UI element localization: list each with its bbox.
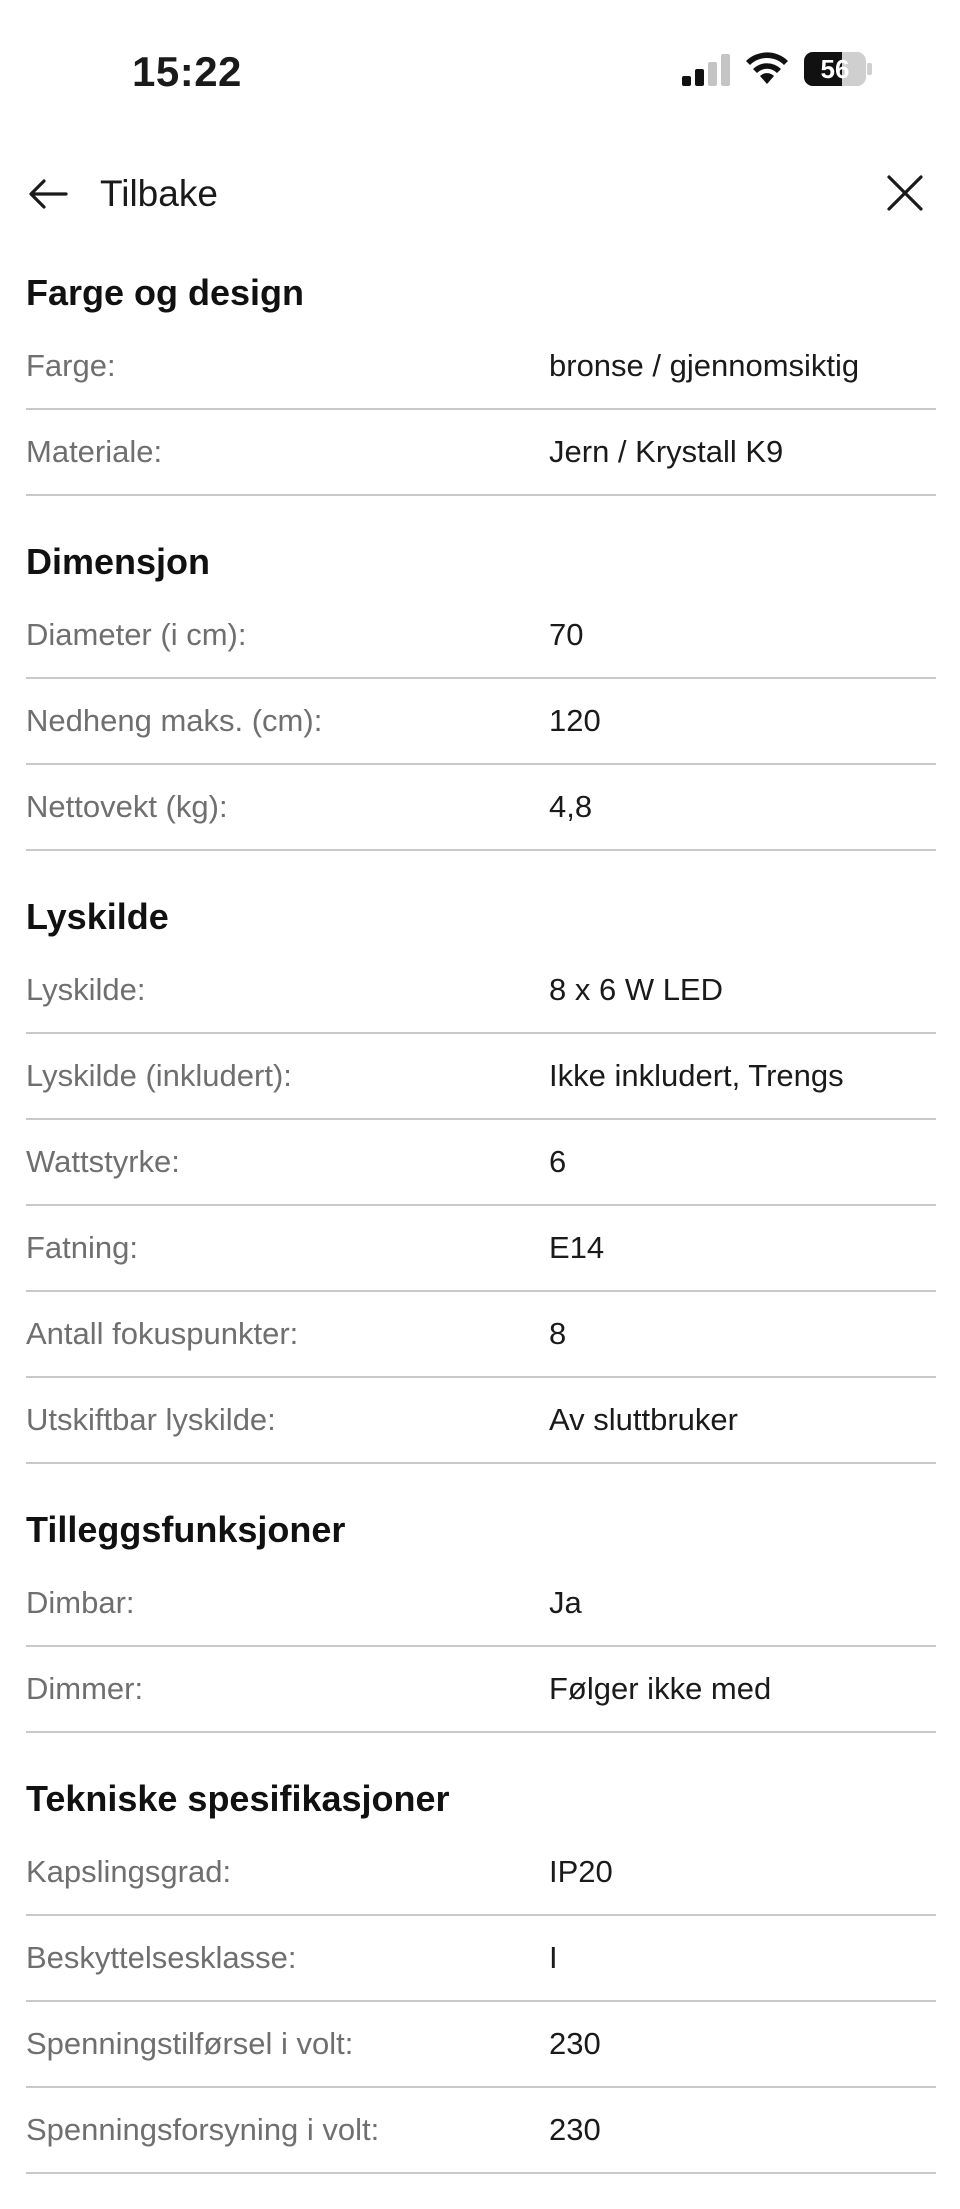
spec-row [26, 948, 936, 1034]
spec-value: E14 [549, 1230, 605, 1265]
spec-row [26, 410, 936, 496]
spec-row [26, 1120, 936, 1206]
spec-label: Materiale: [26, 434, 163, 469]
spec-value: Av sluttbruker [549, 1402, 738, 1437]
section-title: Lyskilde [26, 896, 169, 937]
spec-label: Diameter (i cm): [26, 617, 247, 652]
section-title: Dimensjon [26, 541, 211, 582]
spec-row [26, 1034, 936, 1120]
battery-icon [804, 52, 872, 86]
spec-value: 70 [549, 617, 584, 652]
spec-value: 6 [549, 1144, 567, 1179]
spec-label: Fatning: [26, 1230, 139, 1265]
spec-row [26, 324, 936, 410]
spec-value: IP20 [549, 1854, 613, 1889]
spec-value: Ja [549, 1585, 582, 1620]
spec-label: Nedheng maks. (cm): [26, 703, 323, 738]
spec-row [26, 765, 936, 851]
spec-label: Spenningstilførsel i volt: [26, 2026, 354, 2061]
spec-label: Spenningsforsyning i volt: [26, 2112, 380, 2147]
section-farge-og-design [26, 262, 936, 496]
cellular-signal-icon [682, 54, 730, 86]
section-tilleggsfunksjoner [26, 1499, 936, 1733]
spec-value: 4,8 [549, 789, 593, 824]
spec-row [26, 1647, 936, 1733]
section-title: Tilleggsfunksjoner [26, 1509, 346, 1550]
status-bar [0, 0, 960, 140]
status-time: 15:22 [132, 48, 242, 95]
section-title: Farge og design [26, 272, 305, 313]
section-tekniske-spesifikasjoner [26, 1768, 936, 2174]
section-dimensjon [26, 531, 936, 851]
battery-level: 56 [820, 54, 850, 84]
spec-value: bronse / gjennomsiktig [549, 348, 860, 383]
spec-value: Følger ikke med [549, 1671, 772, 1706]
spec-value: 8 [549, 1316, 567, 1351]
spec-row [26, 1830, 936, 1916]
spec-row [26, 1206, 936, 1292]
spec-label: Lyskilde: [26, 972, 146, 1007]
spec-row [26, 593, 936, 679]
back-button[interactable] [26, 170, 276, 218]
back-button-label: Tilbake [100, 173, 218, 214]
arrow-left-icon [26, 172, 70, 216]
spec-label: Kapslingsgrad: [26, 1854, 232, 1889]
spec-row [26, 1916, 936, 2002]
spec-value: Jern / Krystall K9 [549, 434, 784, 469]
spec-label: Dimbar: [26, 1585, 135, 1620]
spec-row [26, 1561, 936, 1647]
spec-label: Antall fokuspunkter: [26, 1316, 299, 1351]
spec-label: Wattstyrke: [26, 1144, 180, 1179]
spec-value: I [549, 1940, 558, 1975]
spec-value: 230 [549, 2112, 601, 2147]
nav-bar [0, 150, 960, 232]
spec-row [26, 679, 936, 765]
spec-label: Lyskilde (inkludert): [26, 1058, 292, 1093]
spec-row [26, 1378, 936, 1464]
spec-value: 8 x 6 W LED [549, 972, 723, 1007]
wifi-icon [744, 50, 790, 86]
spec-label: Dimmer: [26, 1671, 144, 1706]
spec-value: Ikke inkludert, Trengs [549, 1058, 844, 1093]
section-lyskilde [26, 886, 936, 1464]
spec-row [26, 2002, 936, 2088]
spec-value: 230 [549, 2026, 601, 2061]
close-icon[interactable] [880, 168, 930, 218]
spec-row [26, 1292, 936, 1378]
spec-label: Beskyttelsesklasse: [26, 1940, 297, 1975]
section-title: Tekniske spesifikasjoner [26, 1778, 450, 1819]
spec-row [26, 2088, 936, 2174]
spec-label: Utskiftbar lyskilde: [26, 1402, 276, 1437]
spec-label: Farge: [26, 348, 116, 383]
spec-value: 120 [549, 703, 601, 738]
spec-label: Nettovekt (kg): [26, 789, 228, 824]
spec-list [26, 262, 936, 2209]
